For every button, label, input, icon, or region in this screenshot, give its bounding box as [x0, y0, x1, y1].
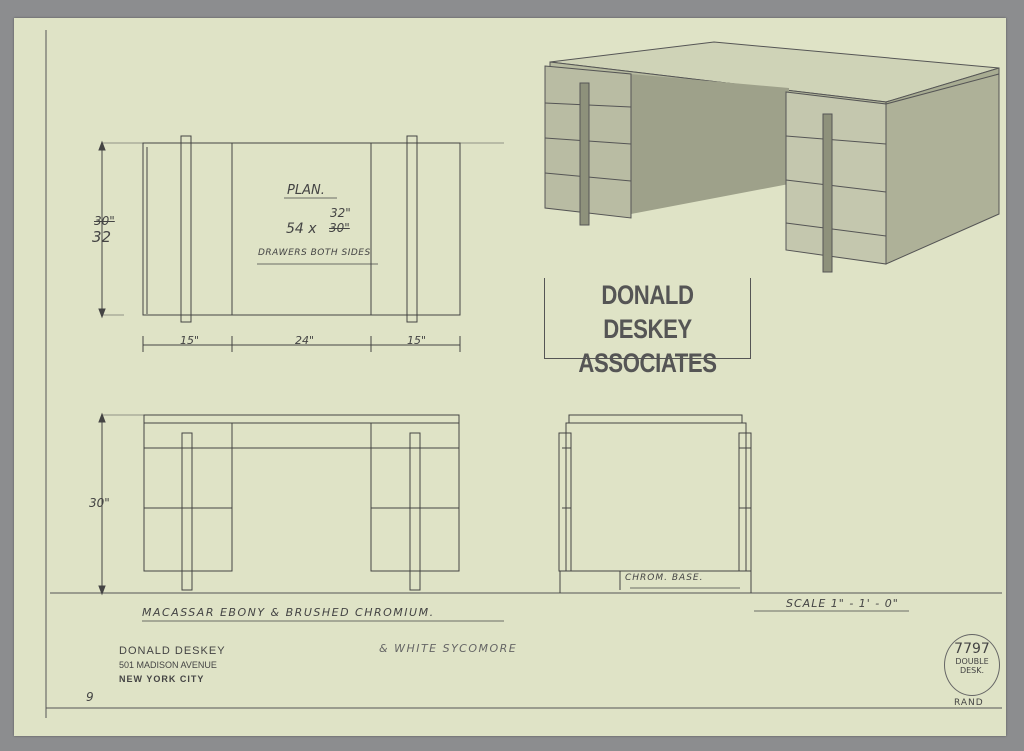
plan-depth-label: 32 [92, 228, 112, 246]
page-number: 9 [86, 690, 94, 704]
scale-note: SCALE 1" - 1' - 0" [786, 597, 899, 610]
drawing-number: 7797 [954, 641, 990, 657]
stamp-line-1: DONALD DESKEY [601, 280, 694, 344]
plan-title: PLAN. [287, 183, 325, 198]
address-city: NEW YORK CITY [119, 674, 205, 684]
drawing-title-2: DESK. [959, 666, 985, 675]
plan-view [99, 136, 504, 352]
dim-left: 15" [180, 334, 200, 347]
stamp-line-2: ASSOCIATES [578, 348, 717, 378]
drawing-number-badge [944, 634, 1000, 696]
base-label: CHROM. BASE. [625, 573, 704, 583]
materials-alt-note: & WHITE SYCOMORE [379, 642, 518, 655]
address-block [119, 644, 226, 686]
plan-depth-struck-label: 30" [94, 214, 115, 228]
perspective-sketch [545, 42, 999, 272]
dim-center: 24" [295, 334, 315, 347]
front-elevation [99, 414, 459, 594]
company-stamp [544, 278, 751, 378]
drawing-linework [14, 18, 1006, 736]
side-elevation [142, 415, 909, 621]
materials-note: MACASSAR EBONY & BRUSHED CHROMIUM. [142, 606, 435, 619]
address-street: 501 MADISON AVENUE [119, 660, 217, 670]
dim-height: 30" [89, 496, 110, 510]
plan-depth-new: 32" [330, 206, 351, 220]
footer-right: RAND [954, 698, 984, 708]
dim-right: 15" [407, 334, 427, 347]
plan-note: DRAWERS BOTH SIDES [258, 248, 371, 258]
drawing-title-1: DOUBLE [955, 657, 989, 666]
drawing-sheet [14, 18, 1006, 736]
plan-width: 54 x [286, 221, 317, 237]
address-name: DONALD DESKEY [119, 645, 226, 657]
plan-depth-struck: 30" [329, 221, 350, 235]
